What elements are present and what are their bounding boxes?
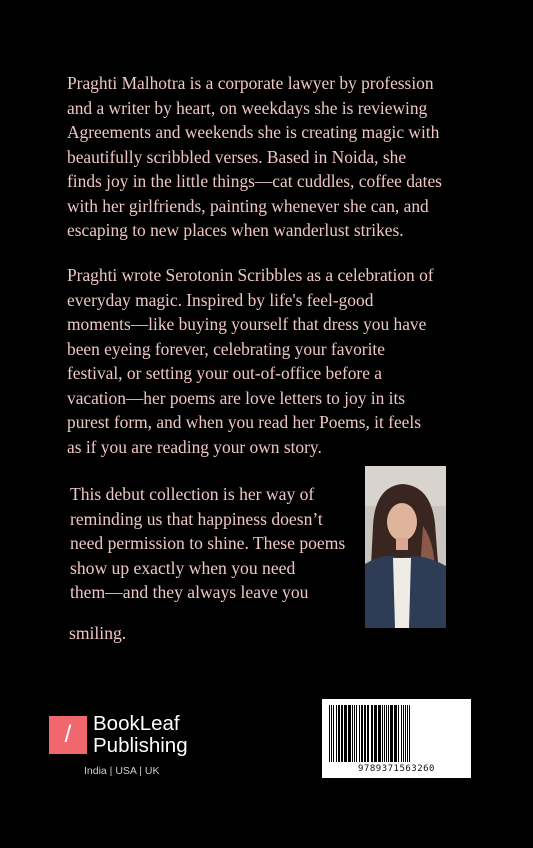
barcode-bar [384, 705, 385, 762]
publisher-countries: India | USA | UK [84, 765, 160, 777]
bio-line: beautifully scribbled verses. Based in Noida, she [67, 146, 407, 167]
bio-line: finds joy in the little things—cat cuddles, coffee dates [67, 171, 442, 191]
barcode-bar [405, 705, 406, 762]
barcode-bar [374, 705, 377, 762]
isbn-number: 9789371563260 [358, 764, 435, 774]
bio-line: everyday magic. Inspired by life's feel-good [67, 289, 374, 310]
barcode-bar [352, 705, 353, 762]
bio-line: festival, or setting your out-of-office before a [67, 363, 383, 383]
bio-paragraph-1 [67, 71, 442, 243]
barcode-bar [338, 705, 340, 762]
barcode-bar [382, 705, 383, 762]
barcode-bar [344, 705, 347, 762]
bio-line: purest form, and when you read her Poems, it feels [67, 412, 421, 432]
bio-line: escaping to new places when wanderlust strikes. [67, 220, 404, 240]
slash-icon: / [64, 721, 72, 748]
bio-line: This debut collection is her way of [70, 484, 315, 504]
barcode-bar [329, 705, 330, 762]
bio-line-last: smiling. [69, 623, 127, 643]
barcode-bar [348, 705, 351, 762]
publisher-name-line1: BookLeaf [93, 712, 180, 735]
bio-paragraph-2 [67, 263, 434, 459]
barcode-bar [331, 705, 332, 762]
barcode-bar [354, 705, 355, 762]
bio-line: with her girlfriends, painting whenever she can, and [67, 195, 429, 216]
barcode-bar [386, 705, 387, 762]
barcode-bar [390, 705, 393, 762]
author-photo [365, 466, 446, 628]
barcode-bar [361, 705, 363, 762]
barcode-bar [401, 705, 402, 762]
publisher-name-line2: Publishing [93, 734, 188, 757]
bio-line: show up exactly when you need [70, 557, 296, 578]
barcode-bar [398, 705, 399, 762]
barcode-bar [407, 705, 408, 762]
barcode-bar [378, 705, 381, 762]
bio-line: Praghti Malhotra is a corporate lawyer by profession [67, 73, 434, 93]
barcode-bar [341, 705, 343, 762]
bio-line: been eyeing forever, celebrating your favorite [67, 338, 385, 359]
barcode-bar [333, 705, 334, 762]
bio-line: vacation—her poems are love letters to joy in its [67, 387, 406, 408]
publisher-logo [49, 716, 87, 754]
barcode-bar [367, 705, 369, 762]
bio-line: Praghti wrote Serotonin Scribbles as a celebration of [67, 265, 434, 285]
bio-line: reminding us that happiness doesn’t [70, 508, 323, 529]
barcode-bar [409, 705, 410, 762]
publisher-name [93, 713, 188, 757]
barcode-bar [388, 705, 389, 762]
bio-line: as if you are reading your own story. [67, 436, 322, 457]
bio-line: Agreements and weekends she is creating magic with [67, 122, 440, 142]
barcode-bar [356, 705, 357, 762]
bio-line: moments—like buying yourself that dress you have [67, 314, 427, 334]
barcode-bar [403, 705, 404, 762]
bio-line: need permission to shine. These poems [70, 533, 346, 553]
barcode-bar [394, 705, 397, 762]
barcode-bars [329, 705, 464, 763]
bio-paragraph-3 [70, 482, 345, 605]
barcode-bar [371, 705, 373, 762]
barcode-bar [359, 705, 360, 762]
barcode-bar [364, 705, 366, 762]
bio-line: them—and they always leave you [70, 582, 309, 602]
barcode-bar [336, 705, 337, 762]
barcode [322, 699, 471, 778]
bio-line: and a writer by heart, on weekdays she is reviewing [67, 97, 428, 118]
